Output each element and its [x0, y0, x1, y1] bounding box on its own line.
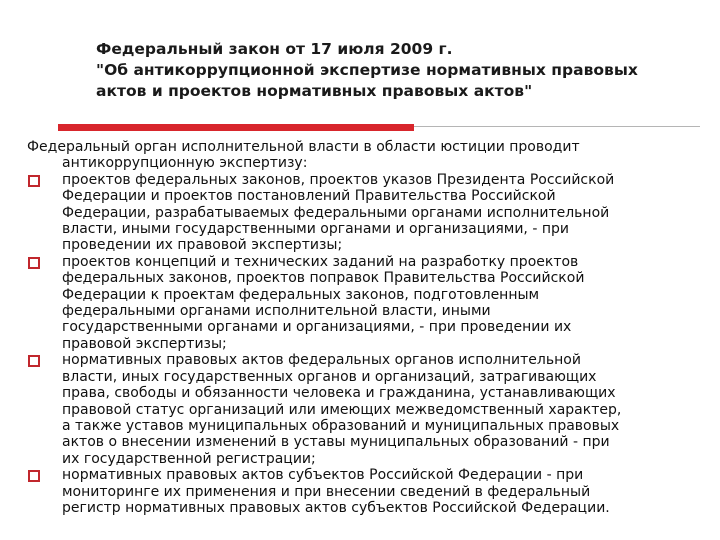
hollow-square-bullet-icon: [28, 175, 40, 187]
list-item: [27, 467, 707, 516]
title-accent-divider: [58, 124, 414, 131]
list-item-line: их государственной регистрации;: [62, 450, 316, 467]
slide-title: [96, 39, 706, 102]
title-line: "Об антикоррупционной экспертизе нормативных правовых: [96, 61, 638, 79]
list-item-line: а также уставов муниципальных образований и муниципальных правовых: [62, 417, 620, 434]
list-item-line: федеральных законов, проектов поправок Правительства Российской: [62, 270, 585, 287]
list-item-line: проектов концепций и технических заданий на разработку проектов: [62, 253, 579, 270]
intro-line: антикоррупционную экспертизу:: [62, 155, 308, 172]
title-thin-divider: [414, 126, 700, 127]
list-item-line: права, свободы и обязанности человека и гражданина, устанавливающих: [62, 385, 616, 402]
list-item-line: актов о внесении изменений в уставы муниципальных образований - при: [62, 434, 610, 451]
list-item-line: мониторинге их применения и при внесении сведений в федеральный: [62, 483, 591, 500]
list-item-line: регистр нормативных правовых актов субъектов Российской Федерации.: [62, 499, 610, 516]
title-line: актов и проектов нормативных правовых актов": [96, 82, 533, 100]
hollow-square-bullet-icon: [28, 470, 40, 482]
intro-paragraph: [27, 139, 707, 172]
intro-line: Федеральный орган исполнительной власти в области юстиции проводит: [27, 139, 580, 155]
list-item-line: Федерации к проектам федеральных законов, подготовленным: [62, 286, 540, 303]
list-item-line: федеральными органами исполнительной власти, иными: [62, 303, 491, 320]
list-item-line: проектов федеральных законов, проектов указов Президента Российской: [62, 171, 615, 188]
title-line: Федеральный закон от 17 июля 2009 г.: [96, 40, 453, 58]
slide-body: [27, 139, 707, 516]
list-item-line: власти, иных государственных органов и организаций, затрагивающих: [62, 368, 597, 385]
hollow-square-bullet-icon: [28, 355, 40, 367]
list-item-line: государственными органами и организациями, - при проведении их: [62, 319, 572, 336]
list-item-line: нормативных правовых актов субъектов Российской Федерации - при: [62, 467, 584, 484]
list-item-line: Федерации, разрабатываемых федеральными органами исполнительной: [62, 204, 610, 221]
list-item: [27, 254, 707, 352]
list-item-line: власти, иными государственными органами и организациями, - при: [62, 221, 569, 238]
list-item-line: правовой статус организаций или имеющих межведомственный характер,: [62, 401, 622, 418]
list-item-line: Федерации и проектов постановлений Правительства Российской: [62, 188, 556, 205]
list-item: [27, 172, 707, 254]
list-item-line: правовой экспертизы;: [62, 335, 227, 352]
list-item: [27, 352, 707, 467]
hollow-square-bullet-icon: [28, 257, 40, 269]
list-item-line: проведении их правовой экспертизы;: [62, 237, 343, 254]
list-item-line: нормативных правовых актов федеральных органов исполнительной: [62, 352, 581, 369]
